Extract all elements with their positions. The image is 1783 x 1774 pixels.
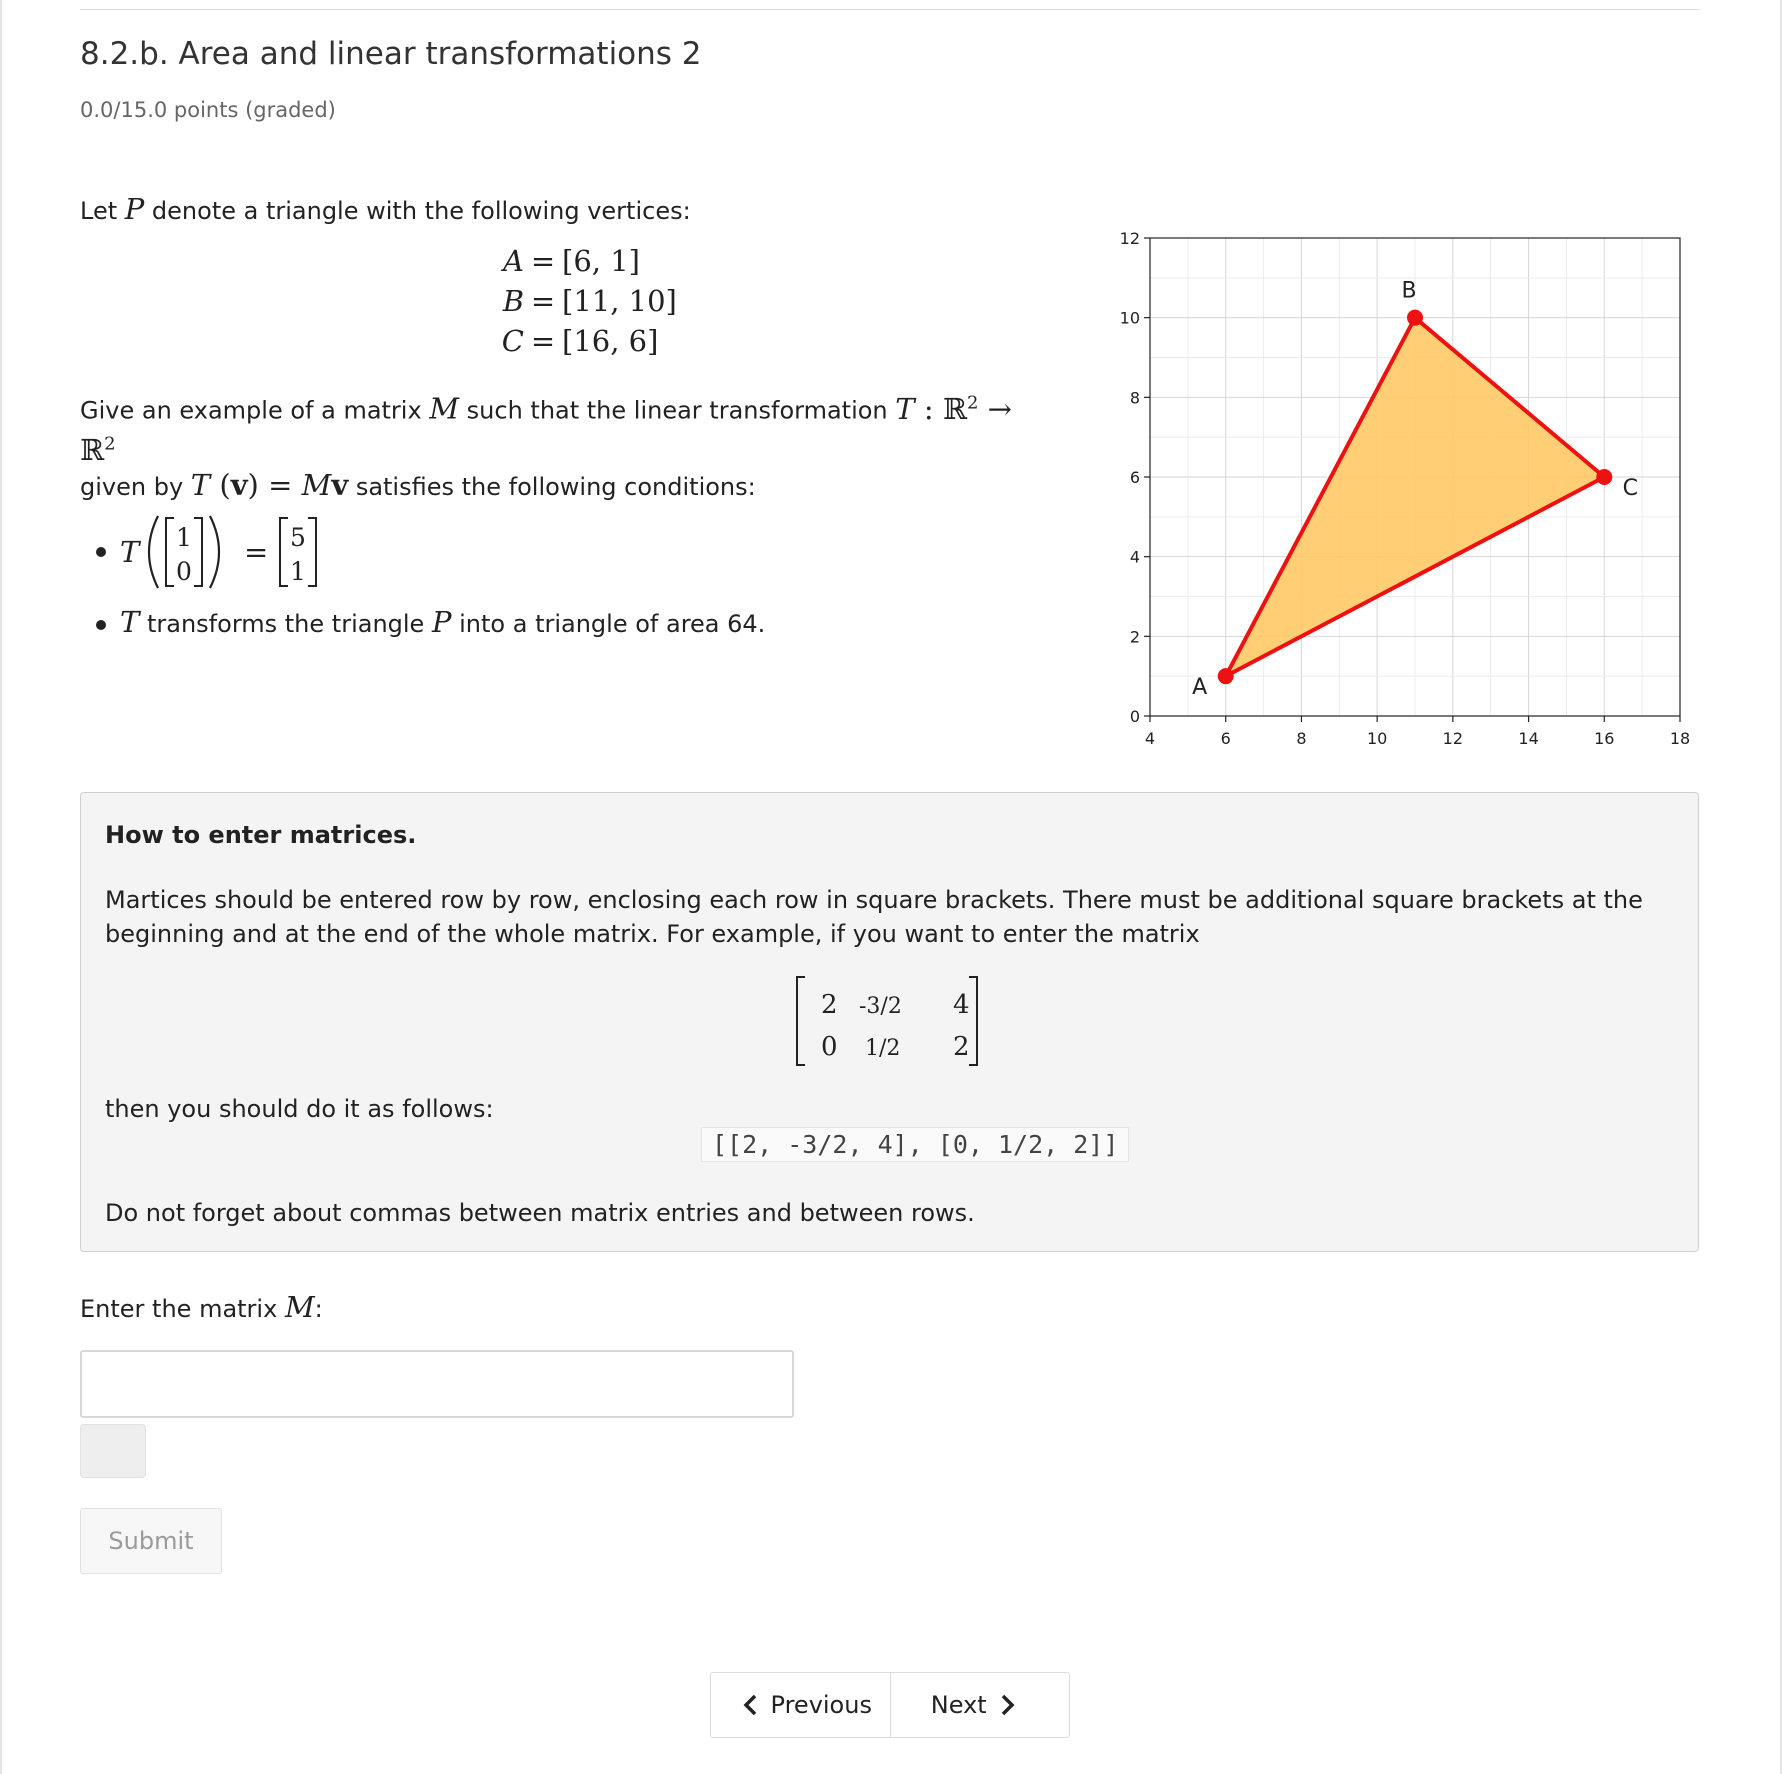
y-tick-label: 8 bbox=[1129, 388, 1140, 408]
vertex-name: A bbox=[503, 244, 524, 278]
help-code-example: [[2, -3/2, 4], [0, 1/2, 2]] bbox=[701, 1127, 1129, 1162]
y-tick-label: 12 bbox=[1119, 229, 1140, 248]
cond-output-1: 5 bbox=[290, 523, 306, 552]
chart-svg bbox=[1110, 222, 1740, 762]
point-label-c: C bbox=[1622, 476, 1638, 501]
x-tick-label: 4 bbox=[1144, 729, 1156, 748]
bullet-dot-icon bbox=[96, 547, 106, 557]
sequence-nav bbox=[710, 1672, 1070, 1738]
cond-t: T bbox=[120, 535, 140, 569]
left-border bbox=[0, 0, 2, 1774]
x-tick-label: 8 bbox=[1296, 729, 1307, 748]
matrix-entry: 1/2 bbox=[865, 1036, 901, 1061]
right-border bbox=[1780, 0, 1782, 1774]
data-point-c bbox=[1596, 469, 1612, 485]
matrix-entry: 4 bbox=[953, 990, 970, 1020]
matrix-entry: 0 bbox=[821, 1032, 838, 1062]
intro-post: denote a triangle with the following vertices: bbox=[151, 197, 691, 225]
points-label: 0.0/15.0 points (graded) bbox=[80, 98, 336, 122]
submit-button[interactable]: Submit bbox=[80, 1508, 222, 1574]
next-button[interactable] bbox=[890, 1673, 1070, 1737]
cond-input-2: 0 bbox=[176, 557, 192, 586]
answer-label-post: : bbox=[314, 1295, 323, 1323]
vertex-b: B = [11, 10] bbox=[488, 284, 677, 318]
cond2-t: T bbox=[120, 605, 140, 639]
x-tick-label: 14 bbox=[1518, 729, 1539, 748]
x-tick-label: 10 bbox=[1366, 729, 1388, 748]
transform-definition: T (v) = Mv bbox=[190, 468, 349, 503]
question-part1: Give an example of a matrix bbox=[80, 396, 422, 425]
help-text: Martices should be entered row by row, enclosing each row in square brackets. There must be additional square brackets at the beginning and at the end of the whole matrix. For example, if you want to enter the matrix bbox=[105, 886, 1643, 948]
help-box bbox=[80, 792, 1699, 1252]
y-tick-label: 4 bbox=[1129, 547, 1140, 567]
cond-input-1: 1 bbox=[176, 523, 192, 552]
x-tick-label: 16 bbox=[1594, 729, 1615, 748]
help-then: then you should do it as follows: bbox=[105, 1095, 494, 1123]
question-part2: such that the linear transformation bbox=[466, 396, 888, 425]
vertex-value: [16, 6] bbox=[562, 324, 659, 358]
previous-label: Previous bbox=[770, 1691, 872, 1719]
help-title: How to enter matrices. bbox=[105, 821, 417, 849]
y-tick-label: 0 bbox=[1129, 707, 1140, 726]
answer-label-var: M bbox=[284, 1290, 315, 1324]
matrix-answer-input[interactable] bbox=[80, 1350, 794, 1418]
intro-pre: Let bbox=[80, 197, 118, 225]
var-p: P bbox=[124, 192, 145, 226]
svg-text:=: = bbox=[244, 535, 269, 569]
data-point-a bbox=[1218, 668, 1234, 684]
point-label-b: B bbox=[1401, 278, 1417, 304]
cond2-p: P bbox=[431, 605, 452, 639]
y-tick-label: 10 bbox=[1119, 308, 1140, 328]
cond-output-2: 1 bbox=[290, 557, 306, 586]
example-matrix bbox=[793, 973, 1013, 1073]
y-tick-label: 6 bbox=[1129, 468, 1140, 487]
transform-signature: T : ℝ$^2$ → ℝ$^2$ bbox=[80, 391, 1012, 468]
vertex-name: B bbox=[502, 284, 524, 318]
matrix-entry: 2 bbox=[953, 1032, 970, 1062]
condition-1-math bbox=[96, 510, 376, 602]
bullet-dot-icon bbox=[96, 620, 106, 630]
condition-1 bbox=[96, 510, 376, 606]
preview-box bbox=[80, 1424, 146, 1478]
x-tick-label: 12 bbox=[1442, 729, 1464, 748]
question-part4: satisfies the following conditions: bbox=[355, 473, 756, 502]
matrix-entry: -3/2 bbox=[859, 994, 902, 1019]
vertex-name: C bbox=[501, 324, 524, 358]
help-note: Do not forget about commas between matrix entries and between rows. bbox=[105, 1199, 975, 1227]
x-tick-label: 18 bbox=[1669, 729, 1691, 748]
chevron-right-icon bbox=[999, 1693, 1017, 1717]
x-tick-label: 6 bbox=[1220, 729, 1231, 748]
point-label-a: A bbox=[1192, 675, 1208, 701]
problem-title: 8.2.b. Area and linear transformations 2 bbox=[80, 36, 702, 72]
chevron-left-icon bbox=[741, 1693, 759, 1717]
vertex-value: [6, 1] bbox=[562, 244, 640, 278]
vertex-a: A = [6, 1] bbox=[488, 244, 640, 278]
data-point-b bbox=[1407, 310, 1423, 326]
y-tick-label: 2 bbox=[1129, 627, 1140, 647]
next-label: Next bbox=[930, 1691, 987, 1719]
var-m: M bbox=[429, 391, 460, 426]
answer-label-pre: Enter the matrix bbox=[80, 1295, 278, 1323]
cond2-post: into a triangle of area 64. bbox=[459, 610, 766, 638]
triangle-chart bbox=[1110, 222, 1740, 762]
vertex-value: [11, 10] bbox=[562, 284, 677, 318]
intro-text bbox=[80, 192, 691, 226]
top-divider bbox=[80, 9, 1700, 10]
previous-button[interactable] bbox=[711, 1673, 890, 1737]
question-text bbox=[80, 386, 1030, 504]
matrix-entry: 2 bbox=[821, 990, 838, 1020]
answer-label bbox=[80, 1290, 323, 1324]
cond2-pre: transforms the triangle bbox=[146, 610, 425, 638]
question-part3: given by bbox=[80, 473, 184, 502]
vertex-c: C = [16, 6] bbox=[488, 324, 658, 358]
condition-2 bbox=[96, 605, 765, 639]
